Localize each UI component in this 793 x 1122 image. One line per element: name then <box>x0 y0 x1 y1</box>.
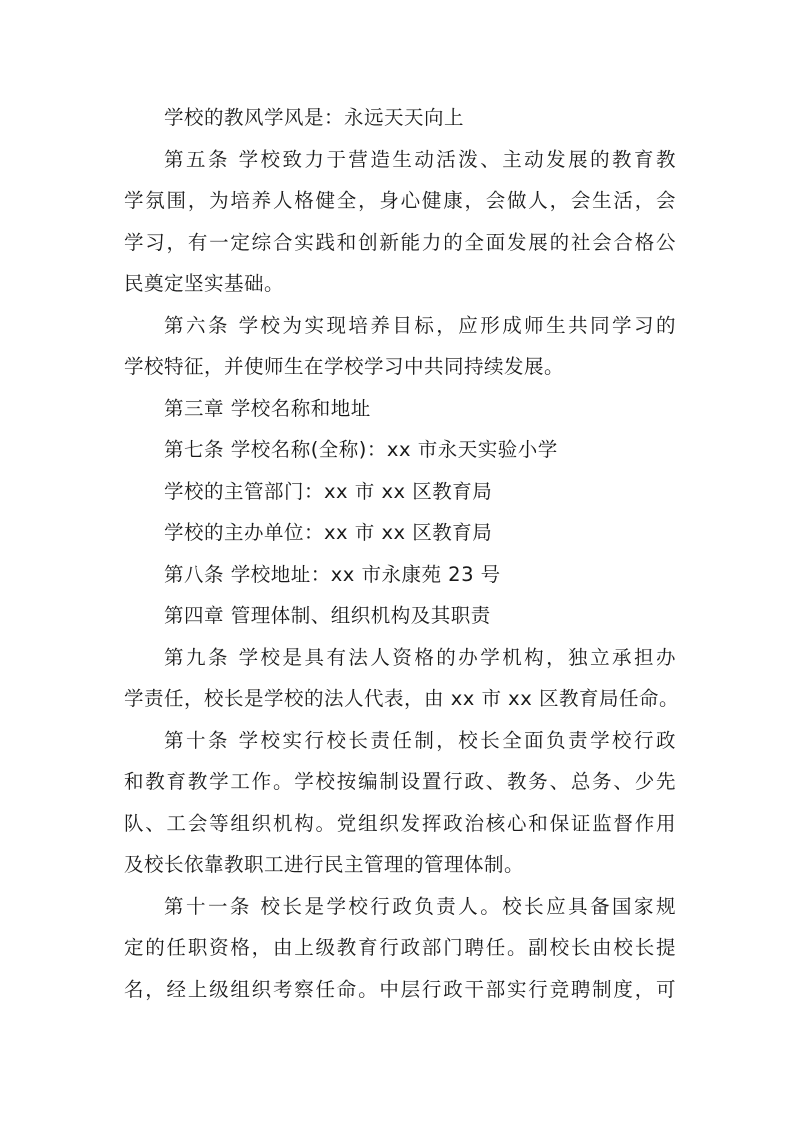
text-line: 和教育教学工作。学校按编制设置行政、教务、总务、少先 <box>124 770 676 793</box>
text-line: 第六条 学校为实现培养目标，应形成师生共同学习的 <box>164 313 676 337</box>
text-line: 第十一条 校长是学校行政负责人。校长应具备国家规 <box>164 894 676 918</box>
chapter-heading: 第三章 学校名称和地址 <box>164 396 371 420</box>
text-line: 定的任职资格，由上级教育行政部门聘任。副校长由校长提 <box>124 936 676 959</box>
text-line: 第十条 学校实行校长责任制，校长全面负责学校行政 <box>164 728 676 752</box>
text-line: 及校长依靠教职工进行民主管理的管理体制。 <box>124 853 525 876</box>
text-line: 队、工会等组织机构。党组织发挥政治核心和保证监督作用 <box>124 811 676 835</box>
text-line: 第九条 学校是具有法人资格的办学机构，独立承担办 <box>164 645 676 669</box>
chapter-heading: 第四章 管理体制、组织机构及其职责 <box>164 604 491 627</box>
text-line: 学习，有一定综合实践和创新能力的全面发展的社会合格公 <box>124 230 676 254</box>
text-line: 第七条 学校名称(全称)：xx 市永天实验小学 <box>164 438 558 461</box>
text-line: 学校的主办单位：xx 市 xx 区教育局 <box>164 521 493 544</box>
document-page <box>124 97 679 1010</box>
text-line: 民奠定坚实基础。 <box>124 272 285 295</box>
text-line: 第八条 学校地址：xx 市永康苑 23 号 <box>164 562 501 586</box>
text-line: 学氛围，为培养人格健全，身心健康，会做人，会生活，会 <box>124 189 676 212</box>
text-line: 学校的主管部门：xx 市 xx 区教育局 <box>164 479 493 503</box>
text-line: 学责任，校长是学校的法人代表，由 xx 市 xx 区教育局任命。 <box>124 687 679 710</box>
text-line: 第五条 学校致力于营造生动活泼、主动发展的教育教 <box>164 147 676 171</box>
text-line: 学校特征，并使师生在学校学习中共同持续发展。 <box>124 355 565 378</box>
text-line: 名，经上级组织考察任命。中层行政干部实行竞聘制度，可 <box>124 977 676 1001</box>
text-line: 学校的教风学风是：永远天天向上 <box>164 106 465 129</box>
